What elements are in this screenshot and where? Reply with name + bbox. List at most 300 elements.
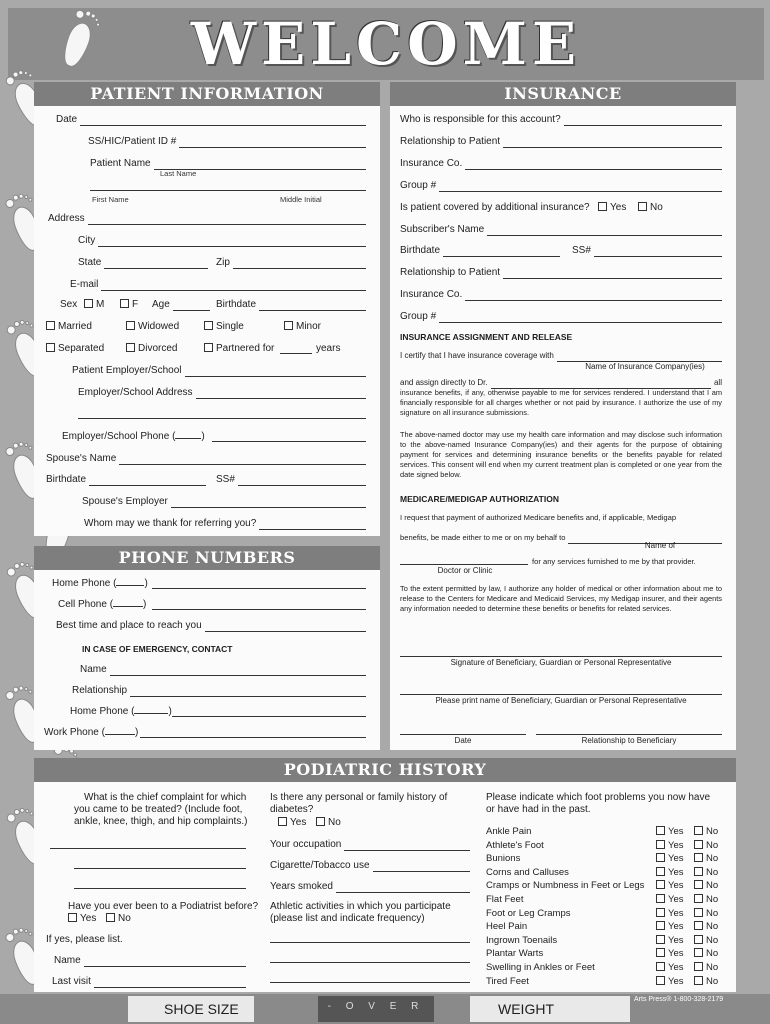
complaint-line-c[interactable] [74, 888, 246, 889]
relationship2-field[interactable] [400, 267, 722, 279]
work-phone-line[interactable] [140, 737, 366, 738]
subscriber-ss-line[interactable] [594, 247, 722, 257]
referral-line[interactable] [259, 520, 366, 530]
certify-field[interactable] [400, 350, 722, 362]
employer-address-label: Employer/School Address [78, 387, 193, 398]
referral-field[interactable] [84, 518, 366, 530]
best-time-label: Best time and place to reach you [56, 620, 202, 631]
spouse-birthdate-line[interactable] [89, 476, 206, 486]
foot-problem-yes-option[interactable] [656, 867, 684, 878]
sex-m-checkbox[interactable] [84, 299, 93, 308]
foot-problem-yes-label: Yes [668, 866, 684, 878]
years-smoked-label: Years smoked [270, 881, 333, 892]
spouse-name-label: Spouse's Name [46, 453, 117, 464]
group-field[interactable] [400, 180, 722, 192]
diabetes-no-checkbox[interactable] [316, 817, 325, 826]
foot-problem-no-checkbox[interactable] [694, 921, 703, 930]
birthdate-label: Birthdate [216, 299, 257, 310]
insurance-company2-field[interactable] [400, 289, 722, 301]
foot-problem-no-checkbox[interactable] [694, 962, 703, 971]
emergency-name-field[interactable] [80, 664, 366, 676]
additional-yes-option[interactable] [598, 202, 626, 214]
best-time-field[interactable] [56, 620, 366, 632]
age-label: Age [152, 299, 170, 310]
subscriber-label: Subscriber's Name [400, 224, 485, 235]
foot-problem-no-option[interactable] [694, 976, 718, 987]
subscriber-field[interactable] [400, 224, 722, 236]
foot-problem-label: Swelling in Ankles or Feet [486, 962, 595, 973]
city-line[interactable] [98, 237, 366, 247]
insurance-company2-label: Insurance Co. [400, 289, 463, 300]
emergency-name-label: Name [80, 664, 107, 675]
athletic-line-1: Athletic activities in which you participate [270, 901, 451, 912]
foot-problem-label: Ingrown Toenails [486, 934, 558, 946]
foot-problem-label: Flat Feet [486, 894, 524, 905]
foot-problem-no-option[interactable] [694, 962, 718, 973]
foot-problem-yes-checkbox[interactable] [656, 908, 665, 917]
been-no-checkbox[interactable] [106, 913, 115, 922]
sex-m-option[interactable] [84, 299, 104, 311]
shoe-size-field[interactable]: SHOE SIZE [128, 996, 254, 1022]
occupation-label: Your occupation [270, 839, 342, 850]
partnered-option[interactable] [204, 343, 274, 355]
work-phone-text: Work Phone ( [44, 727, 105, 738]
foot-problem-yes-label: Yes [668, 839, 684, 851]
foot-problem-row [486, 867, 726, 880]
relationship-line[interactable] [503, 138, 722, 148]
foot-problem-yes-option[interactable] [656, 894, 684, 905]
complaint-line-2: you came to be treated? (Include foot, [74, 804, 243, 815]
emergency-relationship-line[interactable] [130, 687, 366, 697]
group2-label: Group # [400, 311, 437, 322]
certify-label: I certify that I have insurance coverage with [400, 351, 554, 360]
foot-problem-row [486, 948, 726, 961]
email-field[interactable] [70, 279, 366, 291]
address-field[interactable] [48, 213, 366, 225]
foot-problem-no-label: No [706, 975, 719, 987]
sex-f-option[interactable] [120, 299, 138, 311]
relationship-field[interactable] [400, 136, 722, 148]
foot-problem-no-option[interactable] [694, 880, 718, 891]
date-line[interactable] [80, 116, 366, 126]
foot-problem-yes-label: Yes [668, 948, 684, 960]
additional-no-option[interactable] [638, 202, 663, 214]
partnered-label: Partnered for [216, 343, 275, 354]
foot-problem-yes-checkbox[interactable] [656, 840, 665, 849]
foot-problem-yes-option[interactable] [656, 921, 684, 932]
athletic-line-2: (please list and indicate frequency) [270, 913, 425, 924]
years-smoked-line[interactable] [336, 883, 470, 893]
emergency-home-phone-text: Home Phone ( [70, 706, 135, 717]
insurance-company-line[interactable] [465, 160, 722, 170]
foot-problem-yes-option[interactable] [656, 935, 684, 946]
foot-problem-label: Athlete's Foot [486, 839, 544, 851]
foot-problem-yes-checkbox[interactable] [656, 826, 665, 835]
for-services: for any services furnished to me by that provider. [532, 557, 696, 566]
zip-field[interactable] [216, 257, 366, 269]
foot-problem-no-option[interactable] [694, 908, 718, 919]
email-line[interactable] [101, 281, 366, 291]
foot-problem-label: Ankle Pain [486, 826, 532, 837]
foot-problem-yes-checkbox[interactable] [656, 976, 665, 985]
partnered-years-line[interactable] [280, 353, 312, 354]
referral-label: Whom may we thank for referring you? [84, 518, 257, 529]
insurance-panel [390, 82, 736, 750]
spouse-employer-label: Spouse's Employer [82, 496, 168, 507]
state-line[interactable] [104, 259, 208, 269]
patient-name-field[interactable] [90, 158, 366, 170]
foot-problem-row [486, 921, 726, 934]
foot-problem-yes-checkbox[interactable] [656, 867, 665, 876]
foot-problem-no-label: No [706, 948, 719, 960]
publisher-credit: Arts Press® 1-800-328-2179 [634, 996, 724, 1003]
responsible-line[interactable] [564, 116, 722, 126]
foot-problem-no-checkbox[interactable] [694, 976, 703, 985]
work-phone-label: Work Phone ( ) [44, 727, 139, 738]
foot-problem-yes-option[interactable] [656, 908, 684, 919]
patient-name-label: Patient Name [90, 158, 151, 169]
spouse-employer-line[interactable] [171, 498, 366, 508]
tobacco-field[interactable] [270, 860, 470, 872]
subscriber-birthdate-label: Birthdate [400, 245, 441, 256]
foot-problem-no-checkbox[interactable] [694, 948, 703, 957]
cell-phone-line[interactable] [152, 609, 366, 610]
ssn-field[interactable] [88, 136, 366, 148]
assignment-heading: INSURANCE ASSIGNMENT AND RELEASE [400, 332, 573, 342]
problems-line-1: Please indicate which foot problems you now have [486, 792, 711, 803]
date-field[interactable] [56, 114, 366, 126]
patient-information-panel [34, 82, 380, 536]
foot-problem-no-label: No [706, 962, 719, 973]
emergency-home-phone-line[interactable] [172, 716, 366, 717]
foot-problem-no-option[interactable] [694, 894, 718, 905]
city-label: City [78, 235, 96, 246]
relationship-beneficiary-caption: Relationship to Beneficiary [581, 736, 677, 745]
foot-problem-no-checkbox[interactable] [694, 826, 703, 835]
phone-numbers-heading: PHONE NUMBERS [34, 546, 380, 570]
diabetes-no-option[interactable] [316, 817, 341, 829]
subscriber-birthdate-field[interactable] [400, 245, 560, 257]
age-line[interactable] [173, 301, 210, 311]
address-label: Address [48, 213, 85, 224]
foot-problem-label: Cramps or Numbness in Feet or Legs [486, 880, 645, 892]
widowed-option[interactable] [126, 321, 179, 333]
last-visit-line[interactable] [94, 978, 246, 988]
foot-problem-row [486, 976, 726, 989]
foot-problem-no-option[interactable] [694, 935, 718, 946]
foot-problem-no-label: No [706, 853, 719, 865]
emergency-relationship-field[interactable] [72, 685, 366, 697]
doctor-clinic-caption: Doctor or Clinic [437, 566, 493, 575]
separated-checkbox[interactable] [46, 343, 55, 352]
foot-problem-yes-checkbox[interactable] [656, 853, 665, 862]
relationship-beneficiary-line[interactable] [536, 734, 722, 735]
podiatric-history-panel [34, 758, 736, 992]
foot-problem-no-checkbox[interactable] [694, 908, 703, 917]
first-name-line[interactable] [90, 190, 366, 191]
married-checkbox[interactable] [46, 321, 55, 330]
tobacco-line[interactable] [373, 862, 470, 872]
problems-line-2: or have had in the past. [486, 804, 591, 815]
foot-problem-row [486, 853, 726, 866]
athletic-line-c[interactable] [270, 982, 470, 983]
foot-problem-yes-checkbox[interactable] [656, 935, 665, 944]
state-label: State [78, 257, 102, 268]
assign-paragraph: insurance benefits, if any, otherwise payable to me for services rendered. I understand that I am financially responsible for all charges whether or not paid by insurance. I authorize the use of my signature on all insurance submissions. [400, 388, 722, 417]
diabetes-line-1: Is there any personal or family history of [270, 792, 448, 803]
employer-phone-text: Employer/School Phone ( [62, 431, 176, 442]
foot-problem-no-option[interactable] [694, 853, 718, 864]
foot-problem-yes-checkbox[interactable] [656, 894, 665, 903]
been-yes-option[interactable] [68, 913, 96, 925]
signature-caption: Signature of Beneficiary, Guardian or Personal Representative [450, 658, 672, 667]
subscriber-birthdate-line[interactable] [443, 247, 560, 257]
foot-problem-yes-label: Yes [668, 934, 684, 946]
foot-problem-yes-option[interactable] [656, 853, 684, 864]
employer-field[interactable] [72, 365, 366, 377]
athletic-line-b[interactable] [270, 962, 470, 963]
divorced-checkbox[interactable] [126, 343, 135, 352]
city-field[interactable] [78, 235, 366, 247]
diabetes-yes-checkbox[interactable] [278, 817, 287, 826]
partnered-checkbox[interactable] [204, 343, 213, 352]
employer-line[interactable] [185, 367, 366, 377]
been-yes-checkbox[interactable] [68, 913, 77, 922]
foot-problem-yes-option[interactable] [656, 880, 684, 891]
employer-address-field[interactable] [78, 387, 366, 399]
spouse-ss-line[interactable] [238, 476, 366, 486]
years-smoked-field[interactable] [270, 881, 470, 893]
minor-option[interactable] [284, 321, 321, 333]
certify-line[interactable] [557, 352, 722, 362]
last-visit-field[interactable] [52, 976, 246, 988]
medicare-heading: MEDICARE/MEDIGAP AUTHORIZATION [400, 494, 559, 504]
home-phone-label: Home Phone ( ) [52, 578, 148, 589]
email-label: E-mail [70, 279, 99, 290]
extent-paragraph: To the extent permitted by law, I authorize any holder of medical or other information about me to release to the Centers for Medicare and Medicaid Services, my Medigap insurer, and their agents any information needed to determine these benefits or benefits for related services. [400, 584, 722, 613]
name-of-caption: Name of [644, 541, 676, 550]
foot-problem-no-option[interactable] [694, 826, 718, 837]
additional-no-checkbox[interactable] [638, 202, 647, 211]
phone-numbers-panel [34, 546, 380, 750]
foot-problem-yes-checkbox[interactable] [656, 948, 665, 957]
foot-problem-no-checkbox[interactable] [694, 880, 703, 889]
birthdate-field[interactable] [216, 299, 366, 311]
diabetes-yes-option[interactable] [278, 817, 306, 829]
sex-m-label: M [96, 299, 105, 310]
best-time-line[interactable] [205, 622, 366, 632]
minor-checkbox[interactable] [284, 321, 293, 330]
emergency-heading: IN CASE OF EMERGENCY, CONTACT [82, 644, 233, 654]
emergency-relationship-label: Relationship [72, 685, 128, 696]
cell-phone-text: Cell Phone ( [58, 599, 114, 610]
separated-option[interactable] [46, 343, 104, 355]
podiatrist-name-field[interactable] [54, 955, 246, 967]
single-checkbox[interactable] [204, 321, 213, 330]
first-name-caption: First Name [92, 195, 129, 204]
insurance-company-field[interactable] [400, 158, 722, 170]
relationship-label: Relationship to Patient [400, 136, 501, 147]
state-field[interactable] [78, 257, 208, 269]
group2-line[interactable] [439, 313, 722, 323]
doctor-clinic-line[interactable] [400, 564, 528, 565]
athletic-line-a[interactable] [270, 942, 470, 943]
age-field[interactable] [152, 299, 210, 311]
additional-insurance-label: Is patient covered by additional insurance? [400, 202, 590, 213]
foot-problem-label: Bunions [486, 853, 521, 865]
foot-problem-no-option[interactable] [694, 840, 718, 851]
cell-phone-label: Cell Phone ( ) [58, 599, 147, 610]
employer-phone-line[interactable] [212, 441, 366, 442]
signature-line[interactable] [400, 656, 722, 657]
employer-address-line[interactable] [196, 389, 366, 399]
been-no-option[interactable] [106, 913, 131, 925]
spouse-birthdate-field[interactable] [46, 474, 206, 486]
responsible-field[interactable] [400, 114, 722, 126]
welcome-title: WELCOME [190, 10, 582, 78]
relationship2-label: Relationship to Patient [400, 267, 501, 278]
insurance-company2-line[interactable] [465, 291, 722, 301]
foot-problem-yes-checkbox[interactable] [656, 880, 665, 889]
foot-problem-yes-label: Yes [668, 894, 684, 905]
foot-problem-no-checkbox[interactable] [694, 935, 703, 944]
foot-problem-no-checkbox[interactable] [694, 840, 703, 849]
birthdate-line[interactable] [259, 301, 366, 311]
sex-label: Sex [60, 299, 78, 310]
foot-problem-no-checkbox[interactable] [694, 853, 703, 862]
foot-problem-no-checkbox[interactable] [694, 894, 703, 903]
been-yes-label: Yes [80, 913, 97, 924]
zip-line[interactable] [233, 259, 366, 269]
podiatrist-name-label: Name [54, 955, 81, 966]
foot-problem-no-label: No [706, 894, 719, 905]
foot-problem-label: Plantar Warts [486, 948, 544, 960]
foot-problem-yes-label: Yes [668, 962, 684, 973]
group-line[interactable] [439, 182, 722, 192]
complaint-line-1: What is the chief complaint for which [84, 792, 247, 803]
foot-problem-yes-option[interactable] [656, 976, 684, 987]
assign-label: and assign directly to Dr. [400, 378, 488, 387]
complaint-line-a[interactable] [50, 848, 246, 849]
complaint-line-3: ankle, knee, thigh, and hip complaints.) [74, 816, 248, 827]
foot-problem-row [486, 935, 726, 948]
single-label: Single [216, 321, 244, 332]
last-visit-label: Last visit [52, 976, 91, 987]
spouse-employer-field[interactable] [82, 496, 366, 508]
occupation-line[interactable] [344, 841, 470, 851]
foot-problem-row [486, 840, 726, 853]
additional-yes-checkbox[interactable] [598, 202, 607, 211]
foot-problem-no-label: No [706, 907, 719, 919]
subscriber-line[interactable] [487, 226, 722, 236]
employer-address-line-2[interactable] [78, 418, 366, 419]
weight-field[interactable]: WEIGHT [470, 996, 630, 1022]
foot-problem-row [486, 962, 726, 975]
sex-f-checkbox[interactable] [120, 299, 129, 308]
podiatrist-name-line[interactable] [84, 957, 246, 967]
release-paragraph: The above-named doctor may use my health care information and may disclose such information to the above-named Insurance Company(ies) and their agents for the purpose of obtaining payment for services and determining insurance benefits or the benefits payable for related services. This consent will end when my current treatment plan is completed or one year from the date signed below. [400, 430, 722, 479]
spouse-ss-field[interactable] [216, 474, 366, 486]
foot-problem-no-label: No [706, 866, 719, 878]
ssn-line[interactable] [179, 138, 366, 148]
foot-problem-no-label: No [706, 826, 719, 837]
foot-problem-row [486, 908, 726, 921]
middle-initial-caption: Middle Initial [280, 195, 322, 204]
foot-problem-label: Heel Pain [486, 921, 528, 933]
married-option[interactable] [46, 321, 92, 333]
foot-problem-yes-checkbox[interactable] [656, 921, 665, 930]
insurance-heading: INSURANCE [390, 82, 736, 106]
years-label: years [316, 343, 341, 354]
foot-problem-row [486, 880, 726, 893]
subscriber-ss-label: SS# [572, 245, 591, 256]
foot-problem-yes-label: Yes [668, 853, 684, 865]
separated-label: Separated [58, 343, 105, 354]
foot-problem-row [486, 894, 726, 907]
sex-f-label: F [132, 299, 139, 310]
foot-problem-no-option[interactable] [694, 867, 718, 878]
print-name-line[interactable] [400, 694, 722, 695]
foot-problem-yes-checkbox[interactable] [656, 962, 665, 971]
spouse-name-field[interactable] [46, 453, 366, 465]
spouse-birthdate-label: Birthdate [46, 474, 87, 485]
home-phone-line[interactable] [152, 588, 366, 589]
assign-all: all [713, 378, 722, 387]
address-line[interactable] [88, 215, 366, 225]
spouse-name-line[interactable] [119, 455, 366, 465]
divorced-label: Divorced [138, 343, 178, 354]
date-signed-line[interactable] [400, 734, 526, 735]
medicare-request: I request that payment of authorized Medicare benefits and, if applicable, Medigap [400, 513, 677, 522]
foot-problem-no-option[interactable] [694, 948, 718, 959]
patient-information-heading: PATIENT INFORMATION [34, 82, 380, 106]
foot-problem-no-label: No [706, 839, 719, 851]
foot-problem-yes-option[interactable] [656, 948, 684, 959]
emergency-name-line[interactable] [110, 666, 366, 676]
home-phone-text: Home Phone ( [52, 578, 117, 589]
widowed-checkbox[interactable] [126, 321, 135, 330]
foot-problem-no-label: No [706, 921, 719, 933]
foot-problem-yes-label: Yes [668, 975, 684, 987]
married-label: Married [58, 321, 92, 332]
foot-problem-no-label: No [706, 880, 719, 892]
occupation-field[interactable] [270, 839, 470, 851]
foot-problem-no-option[interactable] [694, 921, 718, 932]
date-signed-caption: Date [454, 736, 472, 745]
foot-problem-yes-option[interactable] [656, 826, 684, 837]
divorced-option[interactable] [126, 343, 177, 355]
foot-problem-yes-option[interactable] [656, 840, 684, 851]
foot-problem-yes-option[interactable] [656, 962, 684, 973]
single-option[interactable] [204, 321, 244, 333]
foot-problem-no-checkbox[interactable] [694, 867, 703, 876]
diabetes-no-label: No [328, 817, 341, 828]
over-indicator: - O V E R [318, 996, 434, 1022]
foot-problem-label: Corns and Calluses [486, 866, 569, 878]
foot-problem-yes-label: Yes [668, 826, 684, 837]
tobacco-label: Cigarette/Tobacco use [270, 860, 370, 871]
podiatric-history-heading: PODIATRIC HISTORY [34, 758, 736, 782]
relationship2-line[interactable] [503, 269, 722, 279]
responsible-label: Who is responsible for this account? [400, 114, 561, 125]
widowed-label: Widowed [138, 321, 180, 332]
foot-problem-yes-label: Yes [668, 880, 684, 892]
subscriber-ss-field[interactable] [572, 245, 722, 257]
foot-problem-label: Tired Feet [486, 975, 529, 987]
complaint-line-b[interactable] [74, 868, 246, 869]
group2-field[interactable] [400, 311, 722, 323]
zip-label: Zip [216, 257, 230, 268]
